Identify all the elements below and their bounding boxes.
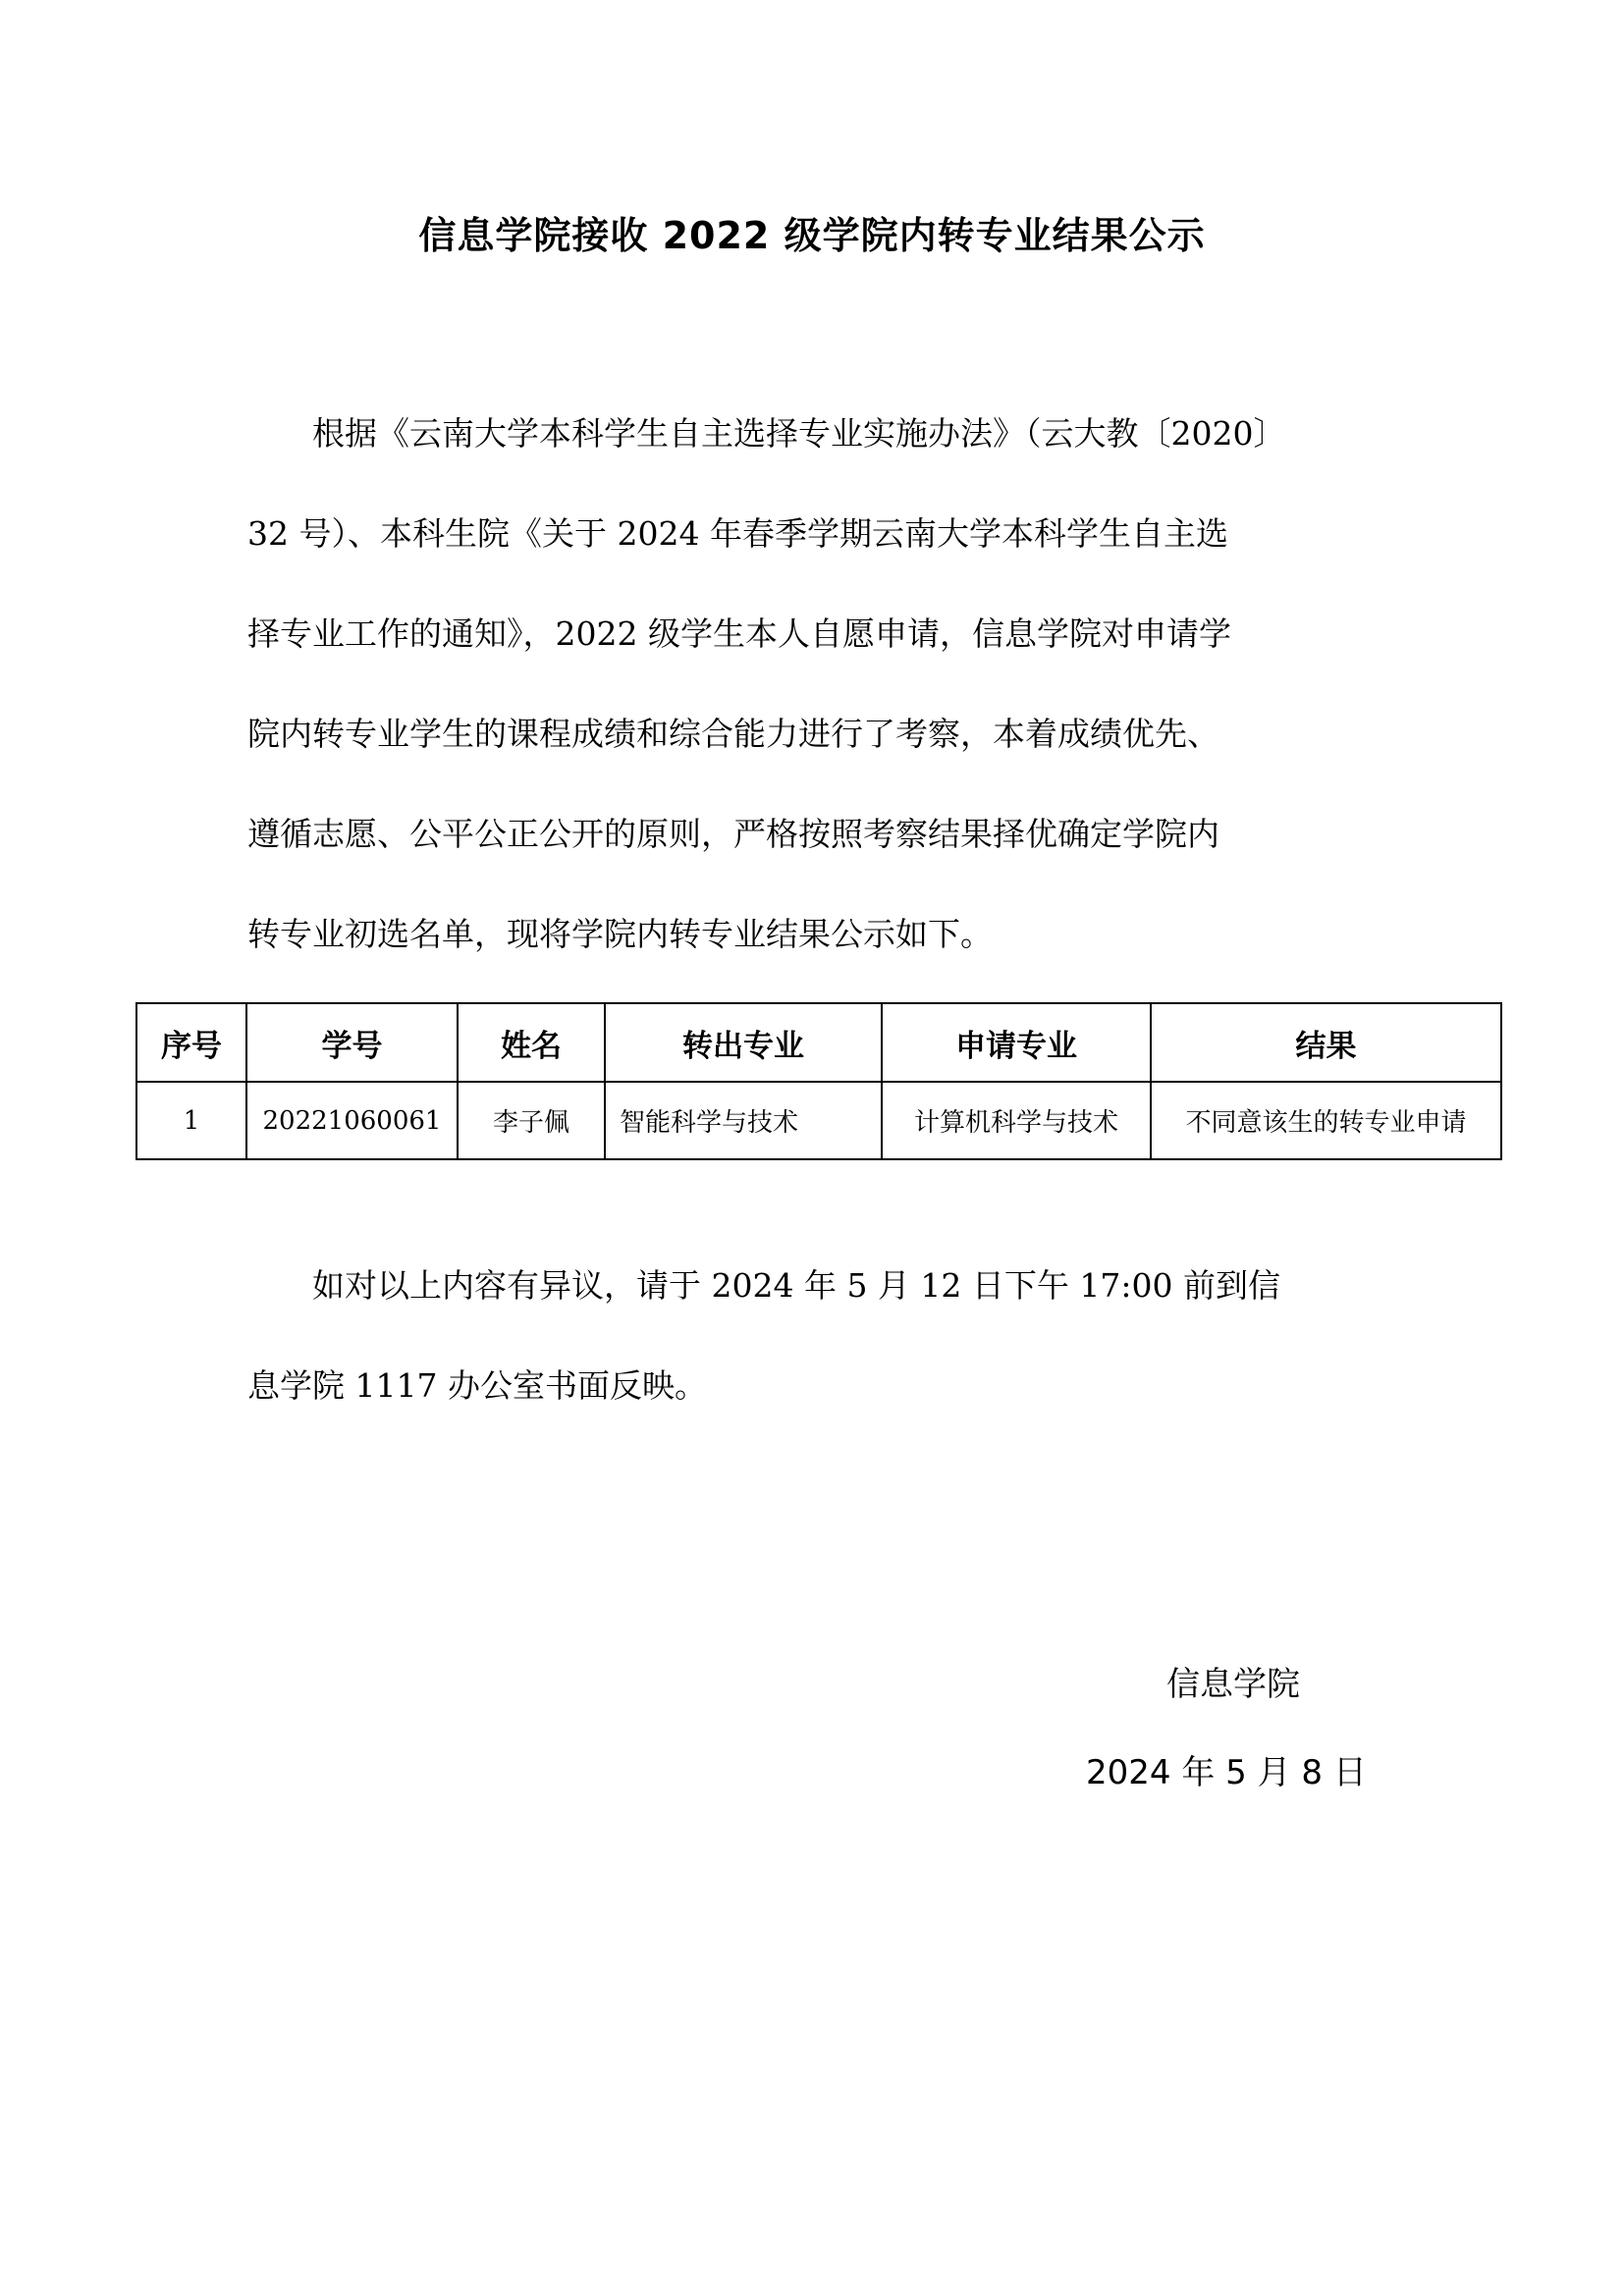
cell-student-id: 20221060061	[246, 1082, 458, 1159]
cell-result: 不同意该生的转专业申请	[1151, 1082, 1501, 1159]
body-line: 转专业初选名单，现将学院内转专业结果公示如下。	[247, 915, 993, 953]
cell-to-major: 计算机科学与技术	[882, 1082, 1151, 1159]
footer-line: 如对以上内容有异议，请于 2024 年 5 月 12 日下午 17:00 前到信	[247, 1266, 1280, 1305]
body-line: 院内转专业学生的课程成绩和综合能力进行了考察，本着成绩优先、	[247, 715, 1219, 753]
cell-serial: 1	[136, 1082, 246, 1159]
header-serial: 序号	[136, 1003, 246, 1082]
header-to-major: 申请专业	[882, 1003, 1151, 1082]
header-from-major: 转出专业	[605, 1003, 882, 1082]
cell-from-major: 智能科学与技术	[605, 1082, 882, 1159]
table-header-row	[136, 1003, 1501, 1082]
table-row	[136, 1082, 1501, 1159]
body-line: 择专业工作的通知》，2022 级学生本人自愿申请，信息学院对申请学	[247, 614, 1231, 653]
body-line: 遵循志愿、公平公正公开的原则，严格按照考察结果择优确定学院内	[247, 815, 1219, 853]
header-name: 姓名	[458, 1003, 605, 1082]
footer-line: 息学院 1117 办公室书面反映。	[247, 1366, 707, 1405]
body-line: 32 号）、本科生院《关于 2024 年春季学期云南大学本科学生自主选	[247, 514, 1228, 553]
signature-org: 信息学院	[1166, 1665, 1300, 1704]
cell-name: 李子佩	[458, 1082, 605, 1159]
signature-date: 2024 年 5 月 8 日	[1086, 1753, 1367, 1792]
body-line: 根据《云南大学本科学生自主选择专业实施办法》（云大教〔2020〕	[247, 414, 1286, 453]
document-title: 信息学院接收 2022 级学院内转专业结果公示	[418, 214, 1206, 257]
header-student-id: 学号	[246, 1003, 458, 1082]
header-result: 结果	[1151, 1003, 1501, 1082]
transfer-result-table	[135, 1002, 1502, 1160]
